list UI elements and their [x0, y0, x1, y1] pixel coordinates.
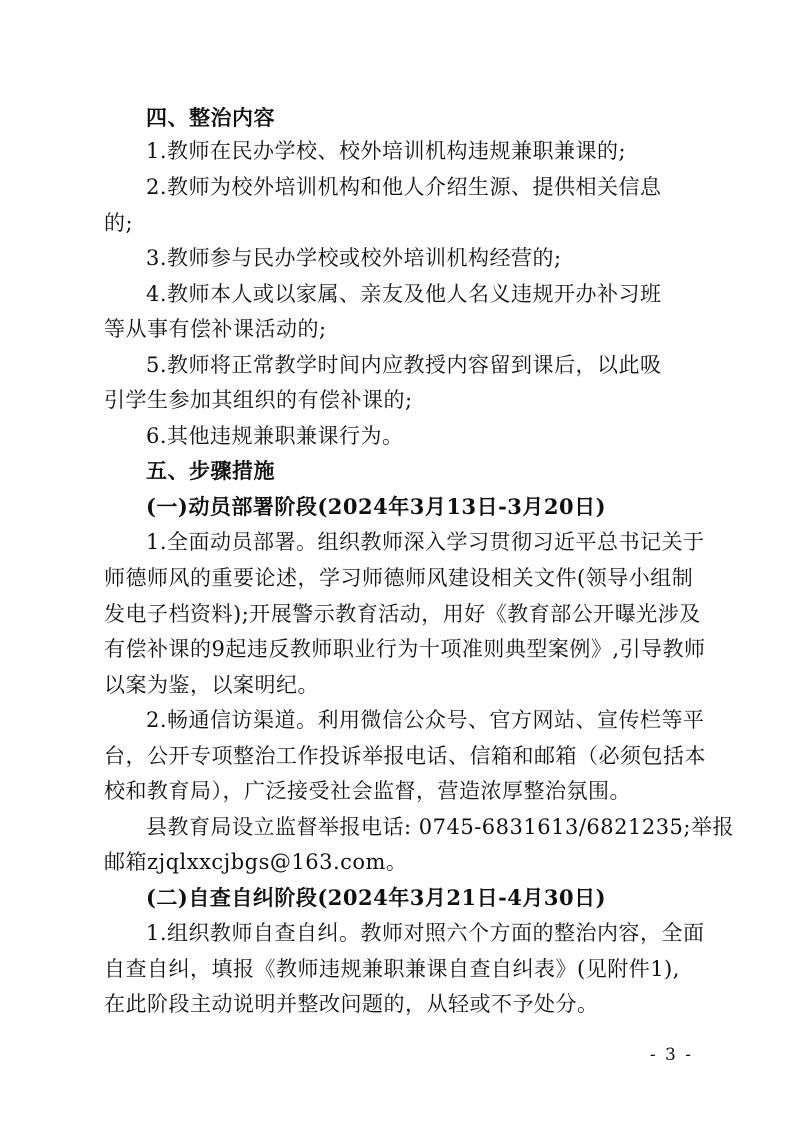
content-item-1: 1.教师在民办学校、校外培训机构违规兼职兼课的;: [146, 139, 627, 163]
section-heading-steps: 五、步骤措施: [146, 459, 275, 483]
content-item-2-line-2: 的;: [104, 211, 134, 235]
phase-1-para-1-line-2: 师德师风的重要论述，学习师德师风建设相关文件(领导小组制: [104, 566, 694, 590]
content-item-6: 6.其他违规兼职兼课行为。: [146, 424, 404, 448]
phase-1-para-2-line-3: 校和教育局），广泛接受社会监督，营造浓厚整治氛围。: [104, 779, 631, 803]
phase-2-heading: (二)自查自纠阶段(2024年3月21日-4月30日): [146, 885, 607, 910]
content-item-4-line-2: 等从事有偿补课活动的;: [104, 317, 327, 341]
phase-1-para-2-line-1: 2.畅通信访渠道。利用微信公众号、官方网站、宣传栏等平: [146, 708, 705, 732]
phase-1-para-1-line-4: 有偿补课的9起违反教师职业行为十项准则典型案例》,引导教师: [104, 637, 706, 661]
phase-1-para-1-line-3: 发电子档资料);开展警示教育活动，用好《教育部公开曝光涉及: [104, 602, 701, 626]
phase-2-para-1-line-1: 1.组织教师自查自纠。教师对照六个方面的整治内容，全面: [146, 921, 705, 945]
content-item-3: 3.教师参与民办学校或校外培训机构经营的;: [146, 246, 562, 270]
content-item-5-line-2: 引学生参加其组织的有偿补课的;: [104, 388, 413, 412]
phase-1-para-1-line-5: 以案为鉴，以案明纪。: [104, 673, 319, 697]
phase-1-heading: (一)动员部署阶段(2024年3月13日-3月20日): [146, 494, 607, 519]
phase-1-para-2-line-2: 台，公开专项整治工作投诉举报电话、信箱和邮箱（必须包括本: [104, 744, 706, 768]
content-item-2-line-1: 2.教师为校外培训机构和他人介绍生源、提供相关信息: [146, 175, 662, 199]
phase-2-para-1-line-3: 在此阶段主动说明并整改问题的，从轻或不予处分。: [104, 992, 599, 1016]
page-number: - 3 -: [649, 1045, 693, 1065]
content-item-4-line-1: 4.教师本人或以家属、亲友及他人名义违规开办补习班: [146, 282, 662, 306]
phase-1-para-1-line-1: 1.全面动员部署。组织教师深入学习贯彻习近平总书记关于: [146, 530, 705, 554]
phase-1-para-3-line-2: 邮箱zjqlxxcjbgs@163.com。: [104, 850, 408, 874]
content-item-5-line-1: 5.教师将正常教学时间内应教授内容留到课后，以此吸: [146, 353, 662, 377]
phase-2-para-1-line-2: 自查自纠，填报《教师违规兼职兼课自查自纠表》(见附件1),: [104, 957, 680, 981]
phase-1-para-3-line-1: 县教育局设立监督举报电话: 0745-6831613/6821235;举报: [146, 815, 734, 839]
section-heading-content: 四、整治内容: [146, 106, 275, 130]
